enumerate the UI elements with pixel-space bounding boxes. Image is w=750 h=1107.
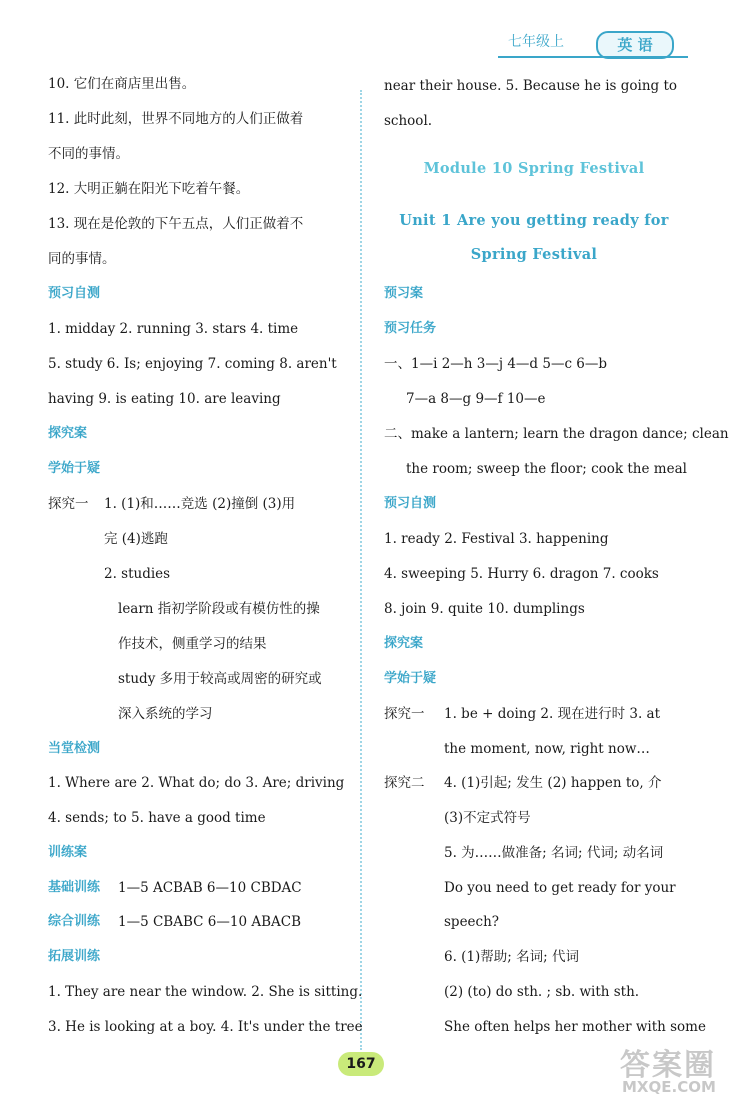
section-heading: 预习任务 <box>384 321 437 336</box>
right-line: school. <box>384 113 433 129</box>
right-line: 4. sweeping 5. Hurry 6. dragon 7. cooks <box>384 566 659 582</box>
section-heading: 探究案 <box>48 426 88 441</box>
left-line: 1—5 CBABC 6—10 ABACB <box>118 914 301 930</box>
right-line: (3)不定式符号 <box>444 810 531 826</box>
left-line: 1. (1)和……竞选 (2)撞倒 (3)用 <box>104 496 296 512</box>
module-title: Module 10 Spring Festival <box>423 160 645 177</box>
unit-title-line1: Unit 1 Are you getting ready for <box>399 212 669 229</box>
right-line: 4. (1)引起; 发生 (2) happen to, 介 <box>444 775 662 791</box>
section-heading: 学始于疑 <box>48 461 101 476</box>
header-rule <box>498 56 688 58</box>
left-line: 4. sends; to 5. have a good time <box>48 810 266 826</box>
left-line: 11. 此时此刻，世界不同地方的人们正做着 <box>48 111 304 127</box>
right-line: 1. be + doing 2. 现在进行时 3. at <box>444 706 661 722</box>
right-line: near their house. 5. Because he is going to <box>384 78 678 94</box>
unit-title-line2: Spring Festival <box>470 246 598 263</box>
column-divider <box>360 90 362 1050</box>
left-line: learn 指初学阶段或有模仿性的操 <box>118 601 320 617</box>
watermark-text-cn: 答案圈 <box>620 1048 716 1083</box>
right-line: Do you need to get ready for your <box>444 880 676 896</box>
right-line: 8. join 9. quite 10. dumplings <box>384 601 585 617</box>
right-line: the room; sweep the floor; cook the meal <box>406 461 687 477</box>
right-line: (2) (to) do sth. ; sb. with sth. <box>444 984 640 1000</box>
right-line: 5. 为……做准备; 名词; 代词; 动名词 <box>444 845 664 861</box>
left-line: 3. He is looking at a boy. 4. It's under the tree <box>48 1019 363 1035</box>
right-label: 探究一 <box>384 706 425 722</box>
left-label: 探究一 <box>48 496 89 512</box>
right-line: She often helps her mother with some <box>444 1019 706 1035</box>
header-grade: 七年级上 <box>508 34 564 50</box>
header-subject-badge: 英 语 <box>596 31 674 59</box>
watermark-text-en: MXQE.COM <box>622 1078 716 1096</box>
section-heading: 探究案 <box>384 636 424 651</box>
right-label: 探究二 <box>384 775 425 791</box>
section-heading: 预习案 <box>384 286 424 301</box>
right-line: 6. (1)帮助; 名词; 代词 <box>444 949 579 965</box>
left-line: 完 (4)逃跑 <box>104 531 168 547</box>
section-heading: 训练案 <box>48 845 88 860</box>
left-line: 10. 它们在商店里出售。 <box>48 76 196 92</box>
left-line: 1—5 ACBAB 6—10 CBDAC <box>118 880 302 896</box>
section-heading: 预习自测 <box>384 496 437 511</box>
left-line: 1. Where are 2. What do; do 3. Are; driving <box>48 775 345 791</box>
left-line: 5. study 6. Is; enjoying 7. coming 8. aren't <box>48 356 337 372</box>
section-heading: 基础训练 <box>48 880 101 895</box>
section-heading: 学始于疑 <box>384 671 437 686</box>
watermark-logo <box>618 1040 736 1100</box>
section-heading: 预习自测 <box>48 286 101 301</box>
section-heading: 综合训练 <box>48 914 101 929</box>
page-number: 167 <box>338 1052 384 1076</box>
right-line: the moment, now, right now… <box>444 741 650 757</box>
left-line: 不同的事情。 <box>48 146 129 162</box>
section-heading: 当堂检测 <box>48 741 101 756</box>
left-line: study 多用于较高或周密的研究或 <box>118 671 322 687</box>
left-line: 深入系统的学习 <box>118 706 213 722</box>
right-line: 1. ready 2. Festival 3. happening <box>384 531 609 547</box>
right-line: 7—a 8—g 9—f 10—e <box>406 391 546 407</box>
left-line: 13. 现在是伦敦的下午五点，人们正做着不 <box>48 216 304 232</box>
left-line: 作技术，侧重学习的结果 <box>118 636 267 652</box>
left-line: 1. They are near the window. 2. She is sitting. <box>48 984 363 1000</box>
left-line: 同的事情。 <box>48 251 116 267</box>
right-line: 一、1—i 2—h 3—j 4—d 5—c 6—b <box>384 356 608 372</box>
left-line: 1. midday 2. running 3. stars 4. time <box>48 321 299 337</box>
left-line: 12. 大明正躺在阳光下吃着午餐。 <box>48 181 250 197</box>
left-line: 2. studies <box>104 566 171 582</box>
left-line: having 9. is eating 10. are leaving <box>48 391 281 407</box>
right-line: speech? <box>444 914 500 930</box>
section-heading: 拓展训练 <box>48 949 101 964</box>
right-line: 二、make a lantern; learn the dragon dance; clean <box>384 426 729 442</box>
